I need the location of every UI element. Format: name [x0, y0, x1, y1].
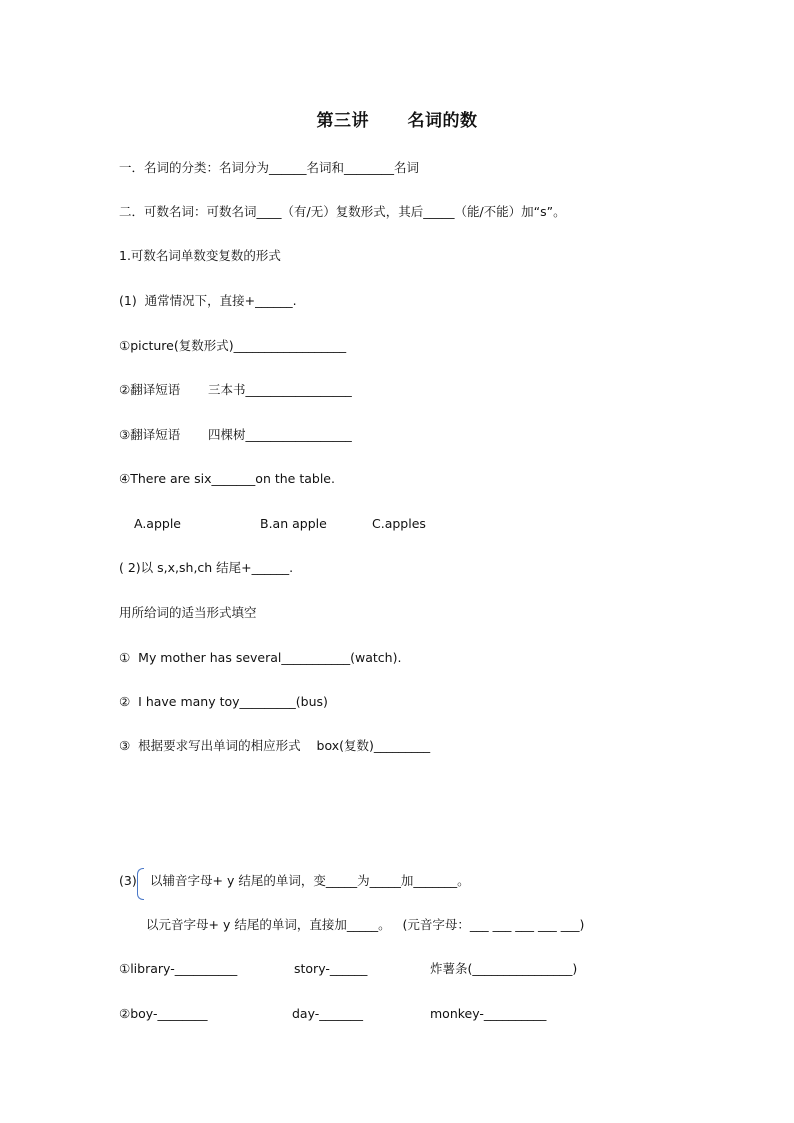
line-countable-nouns: 二．可数名词：可数名词____（有/无）复数形式，其后_____（能/不能）加“s”。: [119, 204, 566, 219]
item-library: ①library-__________: [119, 961, 238, 976]
item-monkey: monkey-__________: [430, 1006, 547, 1021]
line-fill-instructions: 用所给词的适当形式填空: [119, 605, 257, 620]
page-title: 第三讲 名词的数: [316, 111, 478, 131]
line-item-bus: ② I have many toy_________(bus): [119, 694, 328, 709]
option-a: A.apple: [134, 516, 181, 531]
line-item-six-on-table: ④There are six_______on the table.: [119, 471, 335, 486]
rule-3-label: (3): [119, 873, 137, 888]
line-item-four-trees: ③翻译短语 四棵树_________________: [119, 427, 352, 442]
item-day: day-_______: [292, 1006, 364, 1021]
item-french-fries: 炸薯条(________________): [430, 961, 578, 976]
line-plural-forms-heading: 1.可数名词单数变复数的形式: [119, 248, 281, 263]
line-noun-classification: 一．名词的分类：名词分为______名词和________名词: [119, 160, 420, 175]
line-item-three-books: ②翻译短语 三本书_________________: [119, 382, 352, 397]
brace-icon: [137, 868, 144, 900]
line-item-watch: ① My mother has several___________(watch).: [119, 650, 402, 665]
line-item-box: ③ 根据要求写出单词的相应形式 box(复数)_________: [119, 738, 431, 753]
item-story: story-______: [294, 961, 368, 976]
line-rule-1: (1) 通常情况下，直接+______.: [119, 293, 297, 308]
line-rule-2: ( 2)以 s,x,sh,ch 结尾+______.: [119, 560, 294, 575]
item-boy: ②boy-________: [119, 1006, 208, 1021]
option-c: C.apples: [372, 516, 426, 531]
rule-3-vowel-y: 以元音字母+ y 结尾的单词，直接加_____。 (元音字母：___ ___ ___ ___ ___): [146, 917, 585, 932]
rule-3-consonant-y: 以辅音字母+ y 结尾的单词，变_____为_____加_______。: [150, 873, 470, 888]
option-b: B.an apple: [260, 516, 327, 531]
line-item-picture: ①picture(复数形式)__________________: [119, 338, 347, 353]
